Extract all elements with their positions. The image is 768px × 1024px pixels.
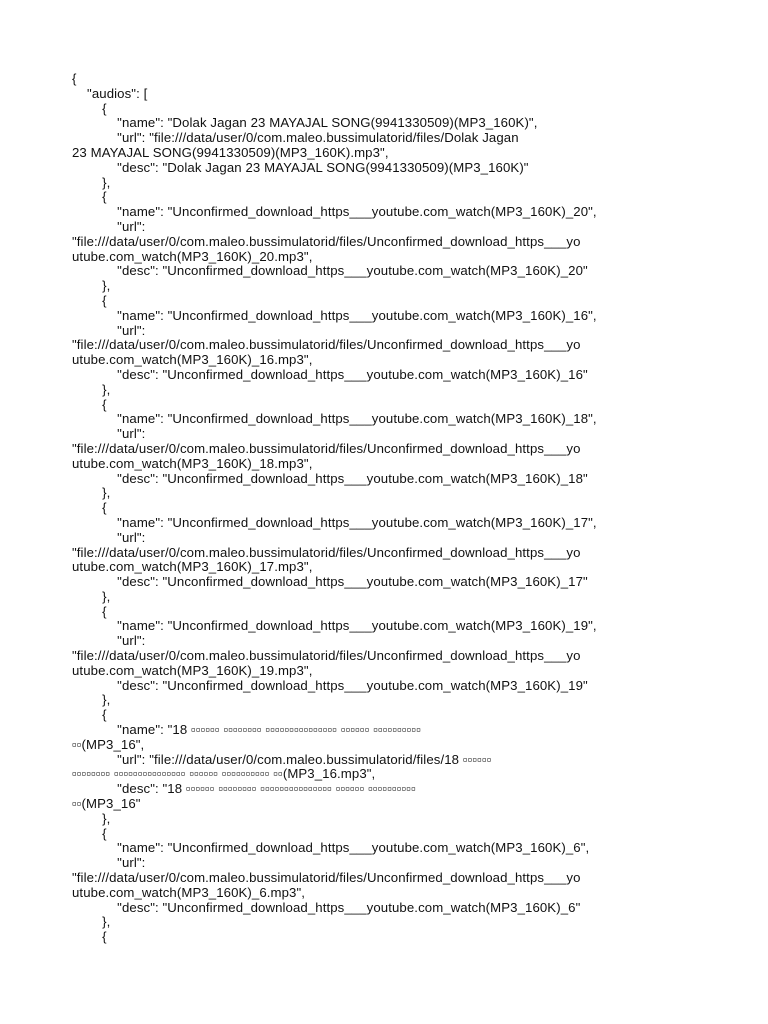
text-line: "name": "Unconfirmed_download_https___youtube.com_watch(MP3_160K)_19", bbox=[72, 618, 597, 634]
text-line: }, bbox=[72, 588, 111, 604]
text-line: { bbox=[72, 396, 107, 412]
text-line: "url": "file:///data/user/0/com.maleo.bussimulatorid/files/18 ▫▫▫▫▫▫ bbox=[72, 751, 492, 767]
text-line: "file:///data/user/0/com.maleo.bussimulatorid/files/Unconfirmed_download_https___yo bbox=[72, 648, 581, 664]
text-line: ▫▫▫▫▫▫▫▫ ▫▫▫▫▫▫▫▫▫▫▫▫▫▫▫ ▫▫▫▫▫▫ ▫▫▫▫▫▫▫▫▫▫ ▫▫(MP3_16.mp3", bbox=[72, 766, 376, 782]
text-line: "name": "18 ▫▫▫▫▫▫ ▫▫▫▫▫▫▫▫ ▫▫▫▫▫▫▫▫▫▫▫▫▫▫▫ ▫▫▫▫▫▫ ▫▫▫▫▫▫▫▫▫▫ bbox=[72, 722, 421, 738]
text-line: { bbox=[72, 707, 107, 723]
text-line: }, bbox=[72, 914, 111, 930]
text-line: "name": "Unconfirmed_download_https___youtube.com_watch(MP3_160K)_17", bbox=[72, 514, 597, 530]
text-line: "url": bbox=[72, 529, 146, 545]
text-line: "name": "Unconfirmed_download_https___youtube.com_watch(MP3_160K)_16", bbox=[72, 307, 597, 323]
text-line: { bbox=[72, 500, 107, 516]
text-line: utube.com_watch(MP3_160K)_6.mp3", bbox=[72, 884, 306, 900]
text-line: }, bbox=[72, 174, 111, 190]
document-page bbox=[72, 72, 712, 945]
text-line: "file:///data/user/0/com.maleo.bussimulatorid/files/Unconfirmed_download_https___yo bbox=[72, 233, 581, 249]
text-line: utube.com_watch(MP3_160K)_18.mp3", bbox=[72, 455, 313, 471]
text-line: "desc": "Dolak Jagan 23 MAYAJAL SONG(9941330509)(MP3_160K)" bbox=[72, 159, 529, 175]
text-line: "desc": "Unconfirmed_download_https___youtube.com_watch(MP3_160K)_16" bbox=[72, 366, 588, 382]
text-line: }, bbox=[72, 810, 111, 826]
text-line: "url": bbox=[72, 855, 146, 871]
text-line: "desc": "18 ▫▫▫▫▫▫ ▫▫▫▫▫▫▫▫ ▫▫▫▫▫▫▫▫▫▫▫▫▫▫▫ ▫▫▫▫▫▫ ▫▫▫▫▫▫▫▫▫▫ bbox=[72, 781, 416, 797]
text-line: "desc": "Unconfirmed_download_https___youtube.com_watch(MP3_160K)_19" bbox=[72, 677, 588, 693]
text-line: { bbox=[72, 292, 107, 308]
text-line: "name": "Unconfirmed_download_https___youtube.com_watch(MP3_160K)_20", bbox=[72, 204, 597, 220]
text-line: utube.com_watch(MP3_160K)_20.mp3", bbox=[72, 248, 313, 264]
text-line: "file:///data/user/0/com.maleo.bussimulatorid/files/Unconfirmed_download_https___yo bbox=[72, 440, 581, 456]
text-line: "file:///data/user/0/com.maleo.bussimulatorid/files/Unconfirmed_download_https___yo bbox=[72, 337, 581, 353]
text-line: "desc": "Unconfirmed_download_https___youtube.com_watch(MP3_160K)_20" bbox=[72, 263, 588, 279]
text-line: "url": bbox=[72, 426, 146, 442]
text-line: "url": bbox=[72, 633, 146, 649]
text-line: "url": "file:///data/user/0/com.maleo.bussimulatorid/files/Dolak Jagan bbox=[72, 130, 519, 146]
text-line: }, bbox=[72, 485, 111, 501]
text-line: }, bbox=[72, 278, 111, 294]
text-line: { bbox=[72, 100, 107, 116]
text-line: ▫▫(MP3_16", bbox=[72, 736, 145, 752]
text-line: { bbox=[72, 929, 107, 945]
text-line: }, bbox=[72, 381, 111, 397]
text-line: "name": "Unconfirmed_download_https___youtube.com_watch(MP3_160K)_18", bbox=[72, 411, 597, 427]
text-line: "desc": "Unconfirmed_download_https___youtube.com_watch(MP3_160K)_6" bbox=[72, 899, 581, 915]
text-line: "audios": [ bbox=[72, 85, 148, 101]
text-line: "desc": "Unconfirmed_download_https___youtube.com_watch(MP3_160K)_18" bbox=[72, 470, 588, 486]
text-line: 23 MAYAJAL SONG(9941330509)(MP3_160K).mp3", bbox=[72, 144, 389, 160]
text-line: "file:///data/user/0/com.maleo.bussimulatorid/files/Unconfirmed_download_https___yo bbox=[72, 870, 581, 886]
text-line: "url": bbox=[72, 322, 146, 338]
text-line: utube.com_watch(MP3_160K)_17.mp3", bbox=[72, 559, 313, 575]
text-line: utube.com_watch(MP3_160K)_16.mp3", bbox=[72, 352, 313, 368]
text-line: }, bbox=[72, 692, 111, 708]
text-line: utube.com_watch(MP3_160K)_19.mp3", bbox=[72, 662, 313, 678]
text-line: "file:///data/user/0/com.maleo.bussimulatorid/files/Unconfirmed_download_https___yo bbox=[72, 544, 581, 560]
text-line: { bbox=[72, 71, 77, 86]
text-line: "name": "Unconfirmed_download_https___youtube.com_watch(MP3_160K)_6", bbox=[72, 840, 590, 856]
text-line: "url": bbox=[72, 218, 146, 234]
text-line: { bbox=[72, 189, 107, 205]
text-line: "desc": "Unconfirmed_download_https___youtube.com_watch(MP3_160K)_17" bbox=[72, 574, 588, 590]
text-line: { bbox=[72, 603, 107, 619]
text-line: ▫▫(MP3_16" bbox=[72, 796, 141, 812]
text-line: "name": "Dolak Jagan 23 MAYAJAL SONG(9941330509)(MP3_160K)", bbox=[72, 115, 538, 131]
text-line: { bbox=[72, 825, 107, 841]
